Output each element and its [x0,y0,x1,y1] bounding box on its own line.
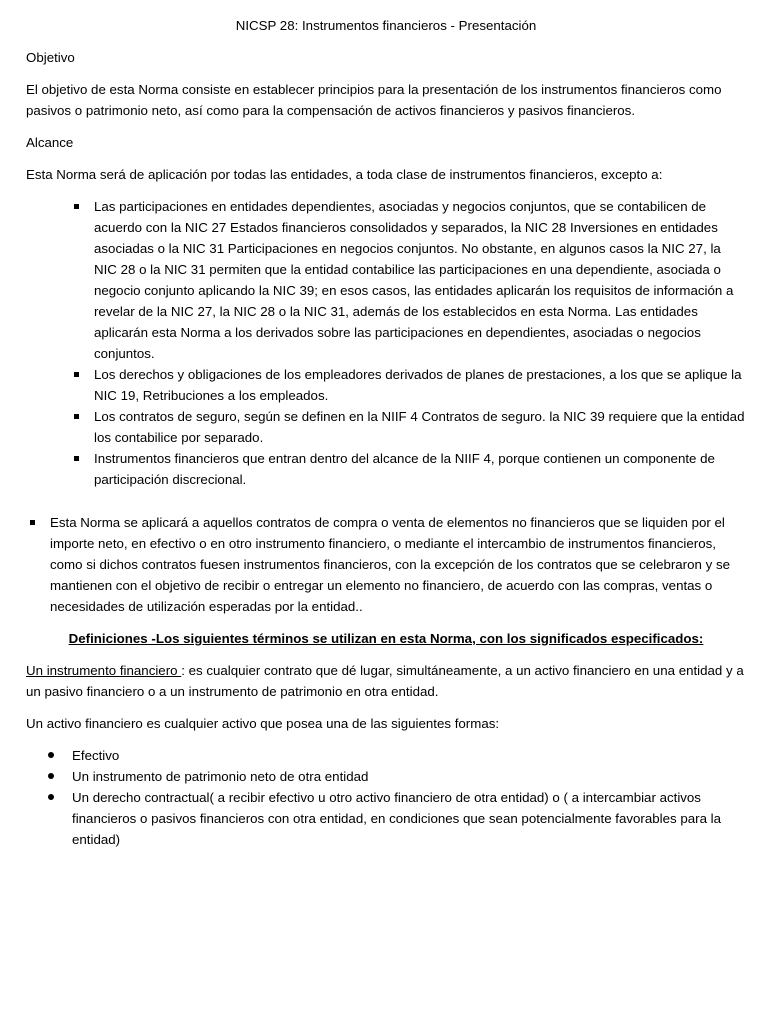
activo-intro: Un activo financiero es cualquier activo que posea una de las siguientes formas: [26,716,500,731]
scope-list [50,512,746,617]
list-item [72,787,746,850]
list-item-text: Efectivo [72,748,120,763]
instrumento-definition [26,660,746,702]
list-item-text: Las participaciones en entidades dependientes, asociadas y negocios conjuntos, que se contabilicen de acuerdo con la NIC 27 Estados financieros consolidados y separados, la NIC 28 Inversiones en entidades asociadas o la NIC 31 Participaciones en negocios conjuntos. No obstante, en algunos casos la NIC 27, la NIC 28 o la NIC 31 permiten que la entidad contabilice las participaciones en una dependiente, asociada o negocio conjunto aplicando la NIC 39; en esos casos, las entidades aplicarán los requisitos de información a revelar de la NIC 27, la NIC 28 o la NIC 31, además de los establecidos en esta Norma. Las entidades aplicarán esta Norma a los derivados sobre las participaciones en dependientes, asociadas o negocios conjuntos. [94,199,734,361]
list-item [50,512,746,617]
objetivo-heading: Objetivo [26,50,75,65]
objetivo-paragraph: El objetivo de esta Norma consiste en establecer principios para la presentación de los instrumentos financieros como pasivos o patrimonio neto, así como para la compensación de activos financieros y pasivos financieros. [26,82,722,118]
square-bullet-icon [74,456,79,461]
list-item [94,196,746,364]
list-item-text: Los derechos y obligaciones de los empleadores derivados de planes de prestaciones, a los que se aplique la NIC 19, Retribuciones a los empleados. [94,367,742,403]
list-item-text: Los contratos de seguro, según se definen en la NIIF 4 Contratos de seguro. la NIC 39 requiere que la entidad los contabilice por separado. [94,409,745,445]
list-item-text: Un derecho contractual( a recibir efectivo u otro activo financiero de otra entidad) o ( a intercambiar activos financieros o pasivos financieros con otra entidad, en condiciones que sean potencialmente favorables para la entidad) [72,790,722,847]
list-item-text: Instrumentos financieros que entran dentro del alcance de la NIIF 4, porque contienen un componente de participación discrecional. [94,451,715,487]
instrumento-text: : es cualquier contrato que dé lugar, simultáneamente, a un activo financiero en una entidad y a un pasivo financiero o a un instrumento de patrimonio en otra entidad. [26,663,744,699]
list-item [94,406,746,448]
square-bullet-icon [30,520,35,525]
definiciones-heading: Definiciones -Los siguientes términos se utilizan en esta Norma, con los significados especificados: [68,631,704,646]
alcance-heading: Alcance [26,135,74,150]
exceptions-list [94,196,746,490]
list-item [72,745,746,766]
list-item [94,448,746,490]
page-title: NICSP 28: Instrumentos financieros - Presentación [235,18,537,33]
square-bullet-icon [74,372,79,377]
round-bullet-icon [48,773,54,779]
alcance-intro: Esta Norma será de aplicación por todas las entidades, a toda clase de instrumentos financieros, excepto a: [26,167,663,182]
list-item-text: Un instrumento de patrimonio neto de otra entidad [72,769,369,784]
list-item [72,766,746,787]
instrumento-term: Un instrumento financiero [26,663,182,678]
square-bullet-icon [74,204,79,209]
square-bullet-icon [74,414,79,419]
list-item [94,364,746,406]
activo-forms-list [72,745,746,850]
round-bullet-icon [48,752,54,758]
list-item-text: Esta Norma se aplicará a aquellos contratos de compra o venta de elementos no financieros que se liquiden por el importe neto, en efectivo o en otro instrumento financiero, o mediante el intercambio de instrumentos financieros, como si dichos contratos fuesen instrumentos financieros, con la excepción de los contratos que se celebraron y se mantienen con el objetivo de recibir o entregar un elemento no financiero, de acuerdo con las compras, ventas o necesidades de utilización esperadas por la entidad.. [50,515,730,614]
round-bullet-icon [48,794,54,800]
